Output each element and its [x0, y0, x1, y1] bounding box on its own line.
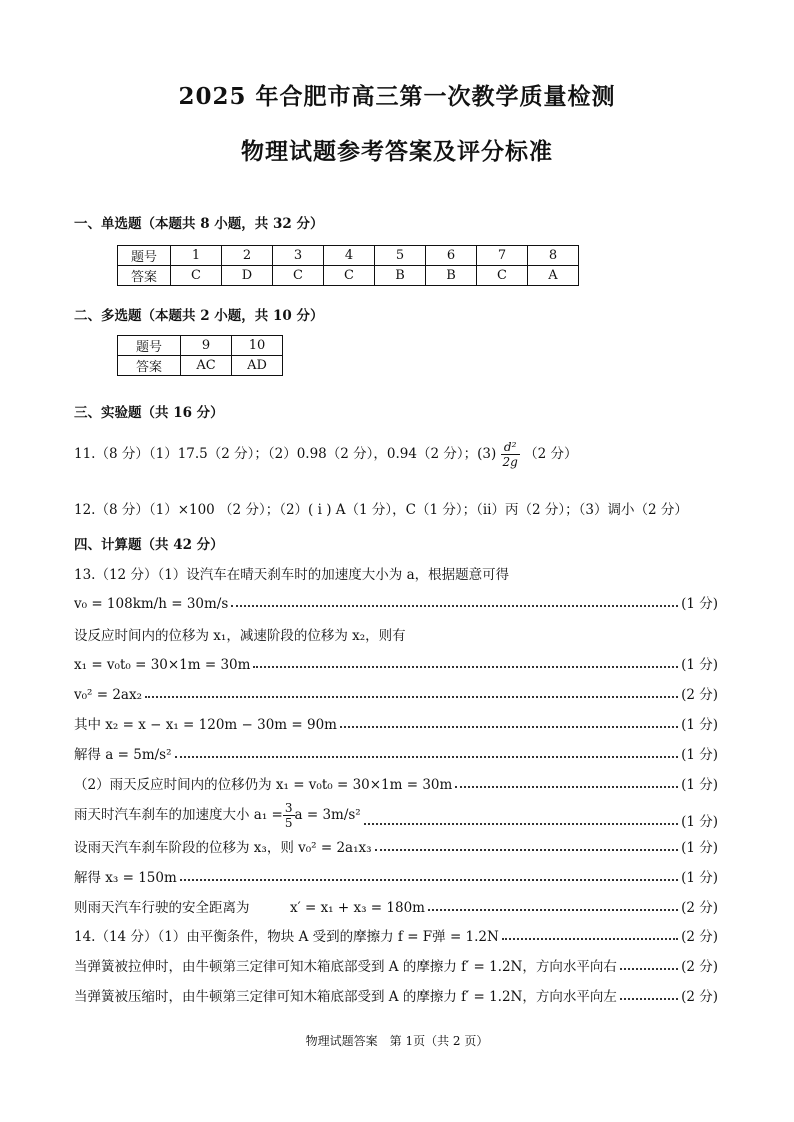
question-number-cell: 3 — [273, 246, 324, 266]
question-13-intro: 13.（12 分）（1）设汽车在晴天刹车时的加速度大小为 a，根据题意可得 — [74, 567, 510, 583]
solution-text-part: a = 3m/s² — [294, 807, 361, 823]
answer-cell: C — [324, 266, 375, 286]
q11-score: （2 分） — [524, 446, 578, 462]
page-title: 2025 年合肥市高三第一次教学质量检测 — [178, 83, 616, 110]
solution-text: 其中 x₂ = x − x₁ = 120m − 30m = 90m — [74, 717, 337, 733]
leader-dots — [180, 878, 678, 881]
answer-cell: AC — [181, 356, 232, 376]
answer-cell: B — [375, 266, 426, 286]
section4-heading: 四、计算题（共 42 分） — [74, 537, 224, 553]
frac-numerator: d² — [503, 440, 517, 454]
score-label: (2 分) — [681, 959, 718, 975]
leader-dots — [620, 967, 678, 970]
frac-numerator: 3 — [284, 801, 293, 815]
page-subtitle: 物理试题参考答案及评分标准 — [241, 138, 553, 165]
answer-cell: C — [171, 266, 222, 286]
solution-line — [74, 592, 718, 612]
fraction — [283, 801, 295, 830]
leader-dots — [620, 997, 678, 1000]
solution-line — [74, 985, 718, 1005]
solution-line — [74, 773, 718, 793]
answer-cell: A — [528, 266, 579, 286]
leader-dots — [145, 695, 678, 698]
solution-text: 14.（14 分）（1）由平衡条件，物块 A 受到的摩擦力 f = F弹 = 1.2N — [74, 929, 499, 945]
table-row — [118, 246, 579, 266]
question-11-answer — [74, 440, 578, 469]
score-label: (1 分) — [681, 747, 718, 763]
solution-line — [74, 713, 718, 733]
solution-text: v₀² = 2ax₂ — [74, 687, 143, 703]
q11-text: 11.（8 分）（1）17.5（2 分）；（2）0.98（2 分），0.94（2 分）；(3) — [74, 446, 497, 462]
question-number-cell: 6 — [426, 246, 477, 266]
solution-text: v₀ = 108km/h = 30m/s — [74, 596, 229, 612]
solution-text: 解得 a = 5m/s² — [74, 747, 172, 763]
score-label: (2 分) — [681, 687, 718, 703]
solution-line — [74, 836, 718, 856]
solution-line — [74, 896, 718, 916]
table-row — [118, 336, 283, 356]
score-label: (1 分) — [681, 840, 718, 856]
table-row-label: 题号 — [118, 336, 181, 356]
leader-dots — [340, 725, 678, 728]
leader-dots — [253, 665, 678, 668]
solution-line — [74, 743, 718, 763]
score-label: (1 分) — [681, 657, 718, 673]
solution-line — [74, 683, 718, 703]
section3-heading: 三、实验题（共 16 分） — [74, 405, 224, 421]
question-number-cell: 10 — [232, 336, 283, 356]
solution-line: 设反应时间内的位移为 x₁，减速阶段的位移为 x₂，则有 — [74, 628, 406, 644]
solution-text: 解得 x₃ = 150m — [74, 870, 177, 886]
question-number-cell: 8 — [528, 246, 579, 266]
answer-cell: C — [273, 266, 324, 286]
table-row-label: 题号 — [118, 246, 171, 266]
page-footer: 物理试题答案 第 1页（共 2 页） — [305, 1034, 489, 1048]
answer-cell: AD — [232, 356, 283, 376]
solution-text — [74, 801, 361, 830]
solution-text: 当弹簧被拉伸时，由牛顿第三定律可知木箱底部受到 A 的摩擦力 f′ = 1.2N，方向水平向右 — [74, 959, 617, 975]
score-label: (1 分) — [681, 814, 718, 830]
leader-dots — [428, 908, 678, 911]
score-label: (1 分) — [681, 870, 718, 886]
question-number-cell: 5 — [375, 246, 426, 266]
solution-text: 则雨天汽车行驶的安全距离为 x′ = x₁ + x₃ = 180m — [74, 900, 425, 916]
solution-line — [74, 955, 718, 975]
section2-heading: 二、多选题（本题共 2 小题，共 10 分） — [74, 308, 324, 324]
table-row — [118, 266, 579, 286]
score-label: (2 分) — [681, 929, 718, 945]
score-label: (2 分) — [681, 989, 718, 1005]
score-label: (1 分) — [681, 717, 718, 733]
leader-dots — [375, 848, 679, 851]
question-number-cell: 7 — [477, 246, 528, 266]
solution-text: 设雨天汽车刹车阶段的位移为 x₃，则 v₀² = 2a₁x₃ — [74, 840, 372, 856]
question-number-cell: 9 — [181, 336, 232, 356]
frac-denominator: 2g — [502, 455, 518, 469]
leader-dots — [364, 822, 678, 825]
question-number-cell: 2 — [222, 246, 273, 266]
leader-dots — [231, 604, 678, 607]
solution-line — [74, 800, 718, 830]
section1-heading: 一、单选题（本题共 8 小题，共 32 分） — [74, 216, 324, 232]
solution-line — [74, 866, 718, 886]
solution-line — [74, 653, 718, 673]
leader-dots — [502, 937, 678, 940]
solution-text: 当弹簧被压缩时，由牛顿第三定律可知木箱底部受到 A 的摩擦力 f′ = 1.2N，方向水平向左 — [74, 989, 617, 1005]
answer-cell: D — [222, 266, 273, 286]
table-row-label: 答案 — [118, 356, 181, 376]
score-label: (1 分) — [681, 777, 718, 793]
fraction — [501, 440, 520, 469]
question-number-cell: 4 — [324, 246, 375, 266]
frac-denominator: 5 — [284, 816, 293, 830]
solution-text: x₁ = v₀t₀ = 30×1m = 30m — [74, 657, 251, 673]
table-row — [118, 356, 283, 376]
solution-line — [74, 925, 718, 945]
leader-dots — [455, 785, 678, 788]
single-choice-answer-table — [117, 245, 579, 286]
solution-text: （2）雨天反应时间内的位移仍为 x₁ = v₀t₀ = 30×1m = 30m — [74, 777, 453, 793]
question-12-answer: 12.（8 分）（1）×100 （2 分）；（2）( i ) A（1 分），C（1 分）；（ii）丙（2 分）；（3）调小（2 分） — [74, 502, 688, 518]
leader-dots — [175, 755, 679, 758]
score-label: (1 分) — [681, 596, 718, 612]
question-number-cell: 1 — [171, 246, 222, 266]
solution-text-part: 雨天时汽车刹车的加速度大小 a₁ = — [74, 807, 283, 823]
multi-choice-answer-table — [117, 335, 283, 376]
answer-cell: C — [477, 266, 528, 286]
table-row-label: 答案 — [118, 266, 171, 286]
score-label: (2 分) — [681, 900, 718, 916]
answer-cell: B — [426, 266, 477, 286]
